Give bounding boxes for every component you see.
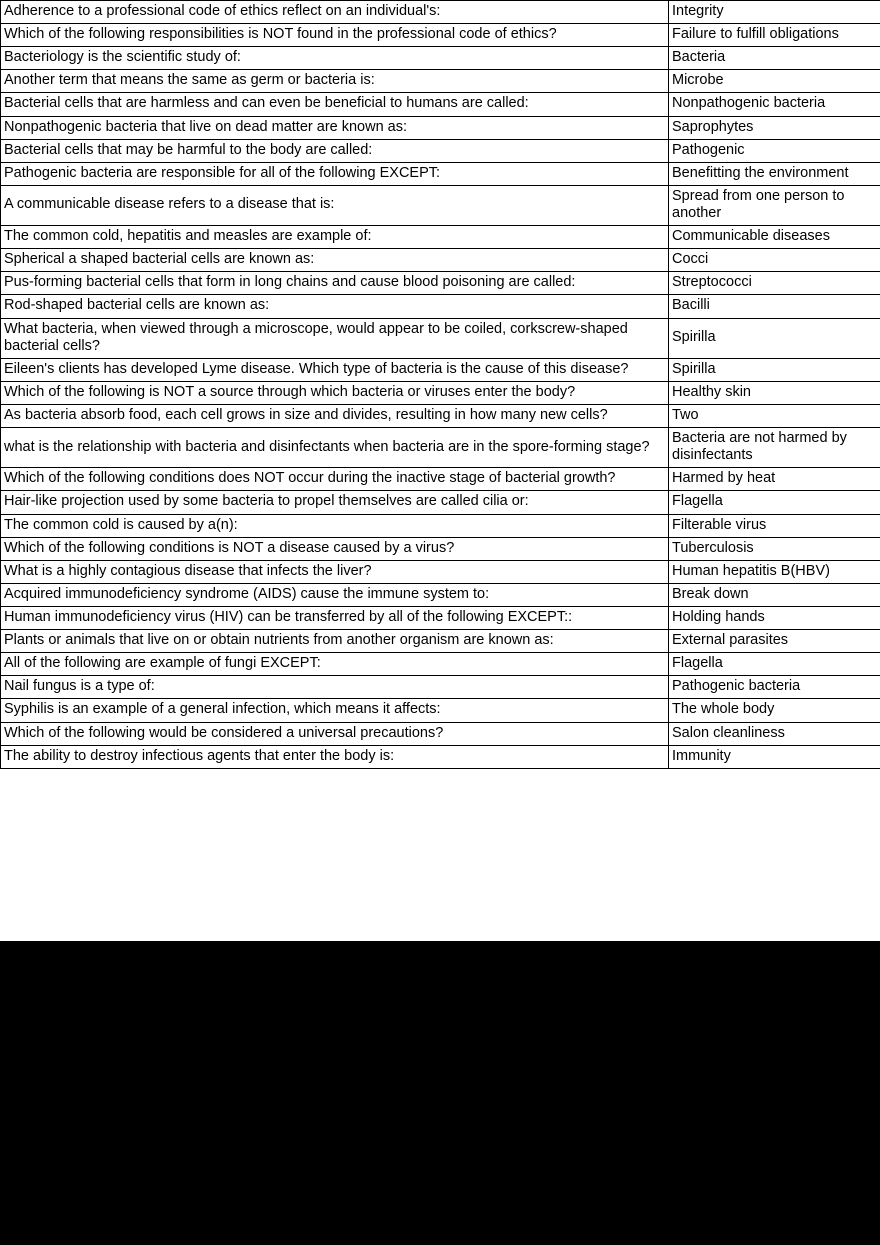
table-row — [1, 381, 880, 404]
table-row — [1, 116, 880, 139]
question-cell: The common cold, hepatitis and measles are example of: — [1, 226, 669, 249]
answer-cell: Benefitting the environment — [669, 162, 880, 185]
answer-cell: Flagella — [669, 653, 880, 676]
table-row — [1, 93, 880, 116]
table-row — [1, 249, 880, 272]
question-cell: What is a highly contagious disease that infects the liver? — [1, 560, 669, 583]
question-cell: Bacterial cells that may be harmful to the body are called: — [1, 139, 669, 162]
answer-cell: Healthy skin — [669, 381, 880, 404]
table-row — [1, 676, 880, 699]
answer-cell: Immunity — [669, 745, 880, 768]
answer-cell: Spread from one person to another — [669, 185, 880, 225]
table-row — [1, 70, 880, 93]
table-body — [1, 1, 880, 769]
answer-cell: Salon cleanliness — [669, 722, 880, 745]
answer-cell: The whole body — [669, 699, 880, 722]
question-cell: Pathogenic bacteria are responsible for all of the following EXCEPT: — [1, 162, 669, 185]
question-cell: What bacteria, when viewed through a microscope, would appear to be coiled, corkscrew-shaped bacterial cells? — [1, 318, 669, 358]
answer-cell: Pathogenic bacteria — [669, 676, 880, 699]
answer-cell: External parasites — [669, 630, 880, 653]
black-footer-band — [0, 941, 880, 1245]
answer-cell: Bacteria — [669, 47, 880, 70]
table-row — [1, 295, 880, 318]
question-cell: Human immunodeficiency virus (HIV) can be transferred by all of the following EXCEPT:: — [1, 606, 669, 629]
answer-cell: Bacteria are not harmed by disinfectants — [669, 428, 880, 468]
answer-cell: Spirilla — [669, 318, 880, 358]
question-cell: The common cold is caused by a(n): — [1, 514, 669, 537]
table-row — [1, 514, 880, 537]
question-cell: As bacteria absorb food, each cell grows in size and divides, resulting in how many new cells? — [1, 404, 669, 427]
question-cell: Syphilis is an example of a general infection, which means it affects: — [1, 699, 669, 722]
answer-cell: Failure to fulfill obligations — [669, 24, 880, 47]
table-row — [1, 226, 880, 249]
question-cell: Acquired immunodeficiency syndrome (AIDS) cause the immune system to: — [1, 583, 669, 606]
table-row — [1, 318, 880, 358]
answer-cell: Integrity — [669, 1, 880, 24]
answer-cell: Pathogenic — [669, 139, 880, 162]
answer-cell: Microbe — [669, 70, 880, 93]
answer-cell: Holding hands — [669, 606, 880, 629]
answer-cell: Human hepatitis B(HBV) — [669, 560, 880, 583]
question-cell: Adherence to a professional code of ethics reflect on an individual's: — [1, 1, 669, 24]
table-row — [1, 272, 880, 295]
question-cell: what is the relationship with bacteria and disinfectants when bacteria are in the spore-forming stage? — [1, 428, 669, 468]
table-row — [1, 745, 880, 768]
table-row — [1, 583, 880, 606]
question-cell: Bacterial cells that are harmless and can even be beneficial to humans are called: — [1, 93, 669, 116]
question-cell: Which of the following is NOT a source through which bacteria or viruses enter the body? — [1, 381, 669, 404]
question-cell: A communicable disease refers to a disease that is: — [1, 185, 669, 225]
table-row — [1, 606, 880, 629]
answer-cell: Communicable diseases — [669, 226, 880, 249]
table-row — [1, 47, 880, 70]
table-row — [1, 358, 880, 381]
answer-cell: Cocci — [669, 249, 880, 272]
answer-cell: Break down — [669, 583, 880, 606]
question-cell: The ability to destroy infectious agents that enter the body is: — [1, 745, 669, 768]
question-cell: Which of the following conditions does NOT occur during the inactive stage of bacterial growth? — [1, 468, 669, 491]
question-cell: Hair-like projection used by some bacteria to propel themselves are called cilia or: — [1, 491, 669, 514]
table-row — [1, 699, 880, 722]
table-row — [1, 491, 880, 514]
answer-cell: Bacilli — [669, 295, 880, 318]
question-cell: Plants or animals that live on or obtain nutrients from another organism are known as: — [1, 630, 669, 653]
table-row — [1, 139, 880, 162]
answer-cell: Flagella — [669, 491, 880, 514]
question-cell: Bacteriology is the scientific study of: — [1, 47, 669, 70]
table-row — [1, 404, 880, 427]
table-row — [1, 468, 880, 491]
table-row — [1, 653, 880, 676]
question-cell: Rod-shaped bacterial cells are known as: — [1, 295, 669, 318]
answer-cell: Streptococci — [669, 272, 880, 295]
table-row — [1, 537, 880, 560]
table-row — [1, 630, 880, 653]
table-row — [1, 24, 880, 47]
question-cell: Another term that means the same as germ or bacteria is: — [1, 70, 669, 93]
question-cell: Spherical a shaped bacterial cells are known as: — [1, 249, 669, 272]
answer-cell: Tuberculosis — [669, 537, 880, 560]
answer-cell: Harmed by heat — [669, 468, 880, 491]
table-row — [1, 722, 880, 745]
question-cell: Which of the following responsibilities is NOT found in the professional code of ethics? — [1, 24, 669, 47]
table-row — [1, 1, 880, 24]
table-row — [1, 560, 880, 583]
table-row — [1, 162, 880, 185]
question-cell: Which of the following conditions is NOT a disease caused by a virus? — [1, 537, 669, 560]
question-cell: Nonpathogenic bacteria that live on dead matter are known as: — [1, 116, 669, 139]
question-cell: Which of the following would be considered a universal precautions? — [1, 722, 669, 745]
question-cell: Eileen's clients has developed Lyme disease. Which type of bacteria is the cause of this disease? — [1, 358, 669, 381]
question-cell: Pus-forming bacterial cells that form in long chains and cause blood poisoning are called: — [1, 272, 669, 295]
question-cell: All of the following are example of fungi EXCEPT: — [1, 653, 669, 676]
answer-cell: Spirilla — [669, 358, 880, 381]
answer-cell: Filterable virus — [669, 514, 880, 537]
answer-cell: Nonpathogenic bacteria — [669, 93, 880, 116]
answer-cell: Saprophytes — [669, 116, 880, 139]
table-row — [1, 185, 880, 225]
question-cell: Nail fungus is a type of: — [1, 676, 669, 699]
answer-cell: Two — [669, 404, 880, 427]
table-row — [1, 428, 880, 468]
